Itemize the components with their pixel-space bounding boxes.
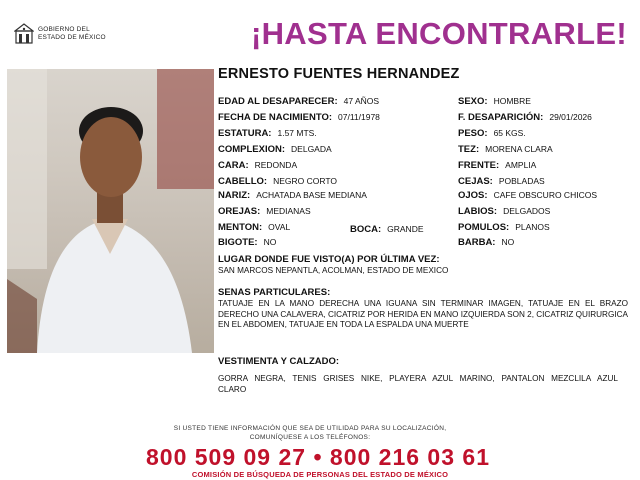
- field-label: CEJAS:: [458, 176, 493, 187]
- field-value: 29/01/2026: [549, 112, 592, 122]
- field-label: OJOS:: [458, 190, 488, 201]
- field-frente: [458, 160, 536, 171]
- field-label: ESTATURA:: [218, 128, 272, 139]
- field-value: MORENA CLARA: [485, 144, 553, 154]
- field-value: NO: [501, 237, 515, 247]
- field-peso: [458, 128, 526, 139]
- field-fecha-desaparicion: [458, 112, 592, 123]
- field-fecha-nacimiento: [218, 112, 380, 123]
- field-label: COMPLEXION:: [218, 144, 286, 155]
- marks-text: TATUAJE EN LA MANO DERECHA UNA IGUANA SIN TERMINAR IMAGEN, TATUAJE EN EL BRAZO DERECHO UNA CALAVERA, CICATRIZ POR HERIDA EN MANO IZQUIERDA SON 2, CICATRIZ QUIRURGICA EN EL ABDOMEN, TATUAJE EN TODA LA ESPALDA UNA MUERTE: [218, 299, 628, 330]
- field-complexion: [218, 144, 332, 155]
- field-value: DELGADA: [291, 144, 332, 154]
- field-label: CARA:: [218, 160, 249, 171]
- field-value: OVAL: [268, 222, 291, 232]
- contact-note-line-2: COMUNÍQUESE A LOS TELÉFONOS:: [249, 434, 371, 441]
- field-value: ACHATADA BASE MEDIANA: [256, 190, 367, 200]
- clothing-title: VESTIMENTA Y CALZADO:: [218, 356, 340, 367]
- field-edad: [218, 96, 379, 107]
- last-seen-text: SAN MARCOS NEPANTLA, ACOLMAN, ESTADO DE MEXICO: [218, 266, 449, 275]
- field-value: 07/11/1978: [338, 112, 380, 122]
- last-seen-title: LUGAR DONDE FUE VISTO(A) POR ÚLTIMA VEZ:: [218, 254, 440, 265]
- field-boca: [350, 224, 424, 235]
- field-label: TEZ:: [458, 144, 480, 155]
- field-value: 1.57 MTS.: [277, 128, 317, 138]
- logo-line-2: ESTADO DE MÉXICO: [38, 34, 106, 41]
- field-label: LABIOS:: [458, 206, 498, 217]
- field-label: F. DESAPARICIÓN:: [458, 112, 544, 123]
- logo-line-1: GOBIERNO DEL: [38, 26, 90, 33]
- person-name: ERNESTO FUENTES HERNANDEZ: [218, 66, 460, 82]
- field-ojos: [458, 190, 597, 201]
- photo-placeholder-icon: [7, 69, 214, 353]
- field-sexo: [458, 96, 531, 107]
- field-label: FRENTE:: [458, 160, 500, 171]
- field-value: POBLADAS: [498, 176, 545, 186]
- contact-note-line-1: SI USTED TIENE INFORMACIÓN QUE SEA DE UTILIDAD PARA SU LOCALIZACIÓN,: [173, 425, 447, 432]
- field-nariz: [218, 190, 367, 201]
- field-label: BIGOTE:: [218, 237, 258, 248]
- field-estatura: [218, 128, 317, 139]
- state-seal-icon: [14, 23, 34, 45]
- marks-title: SENAS PARTICULARES:: [218, 287, 331, 298]
- field-label: EDAD AL DESAPARECER:: [218, 96, 338, 107]
- field-value: GRANDE: [387, 224, 424, 234]
- field-cejas: [458, 176, 545, 187]
- field-value: NEGRO CORTO: [273, 176, 337, 186]
- field-label: PESO:: [458, 128, 488, 139]
- field-value: CAFE OBSCURO CHICOS: [493, 190, 597, 200]
- field-bigote: [218, 237, 276, 248]
- field-label: BARBA:: [458, 237, 496, 248]
- field-label: OREJAS:: [218, 206, 261, 217]
- field-cabello: [218, 176, 337, 187]
- field-tez: [458, 144, 553, 155]
- field-orejas: [218, 206, 311, 217]
- field-value: REDONDA: [254, 160, 298, 170]
- logo-text: [38, 26, 106, 42]
- field-value: 65 KGS.: [493, 128, 526, 138]
- missing-person-photo: [7, 69, 214, 353]
- field-pomulos: [458, 222, 550, 233]
- headline: ¡HASTA ENCONTRARLE!: [251, 16, 627, 51]
- field-value: MEDIANAS: [266, 206, 311, 216]
- field-label: BOCA:: [350, 224, 382, 235]
- field-value: DELGADOS: [503, 206, 551, 216]
- field-cara: [218, 160, 297, 171]
- field-value: HOMBRE: [493, 96, 531, 106]
- government-logo: [14, 22, 124, 46]
- field-label: SEXO:: [458, 96, 488, 107]
- phone-numbers: 800 509 09 27 • 800 216 03 61: [145, 444, 490, 470]
- field-label: MENTON:: [218, 222, 263, 233]
- field-barba: [458, 237, 514, 248]
- field-labios: [458, 206, 550, 217]
- field-label: CABELLO:: [218, 176, 268, 187]
- commission-name: COMISIÓN DE BÚSQUEDA DE PERSONAS DEL ESTADO DE MÉXICO: [191, 470, 449, 479]
- clothing-text: GORRA NEGRA, TENIS GRISES NIKE, PLAYERA AZUL MARINO, PANTALON MEZCLILA AZUL CLARO: [218, 374, 618, 394]
- field-value: AMPLIA: [505, 160, 537, 170]
- field-label: POMULOS:: [458, 222, 510, 233]
- field-menton: [218, 222, 290, 233]
- field-value: PLANOS: [515, 222, 550, 232]
- field-label: NARIZ:: [218, 190, 251, 201]
- field-value: 47 AÑOS: [343, 96, 380, 106]
- field-label: FECHA DE NACIMIENTO:: [218, 112, 332, 123]
- field-value: NO: [263, 237, 277, 247]
